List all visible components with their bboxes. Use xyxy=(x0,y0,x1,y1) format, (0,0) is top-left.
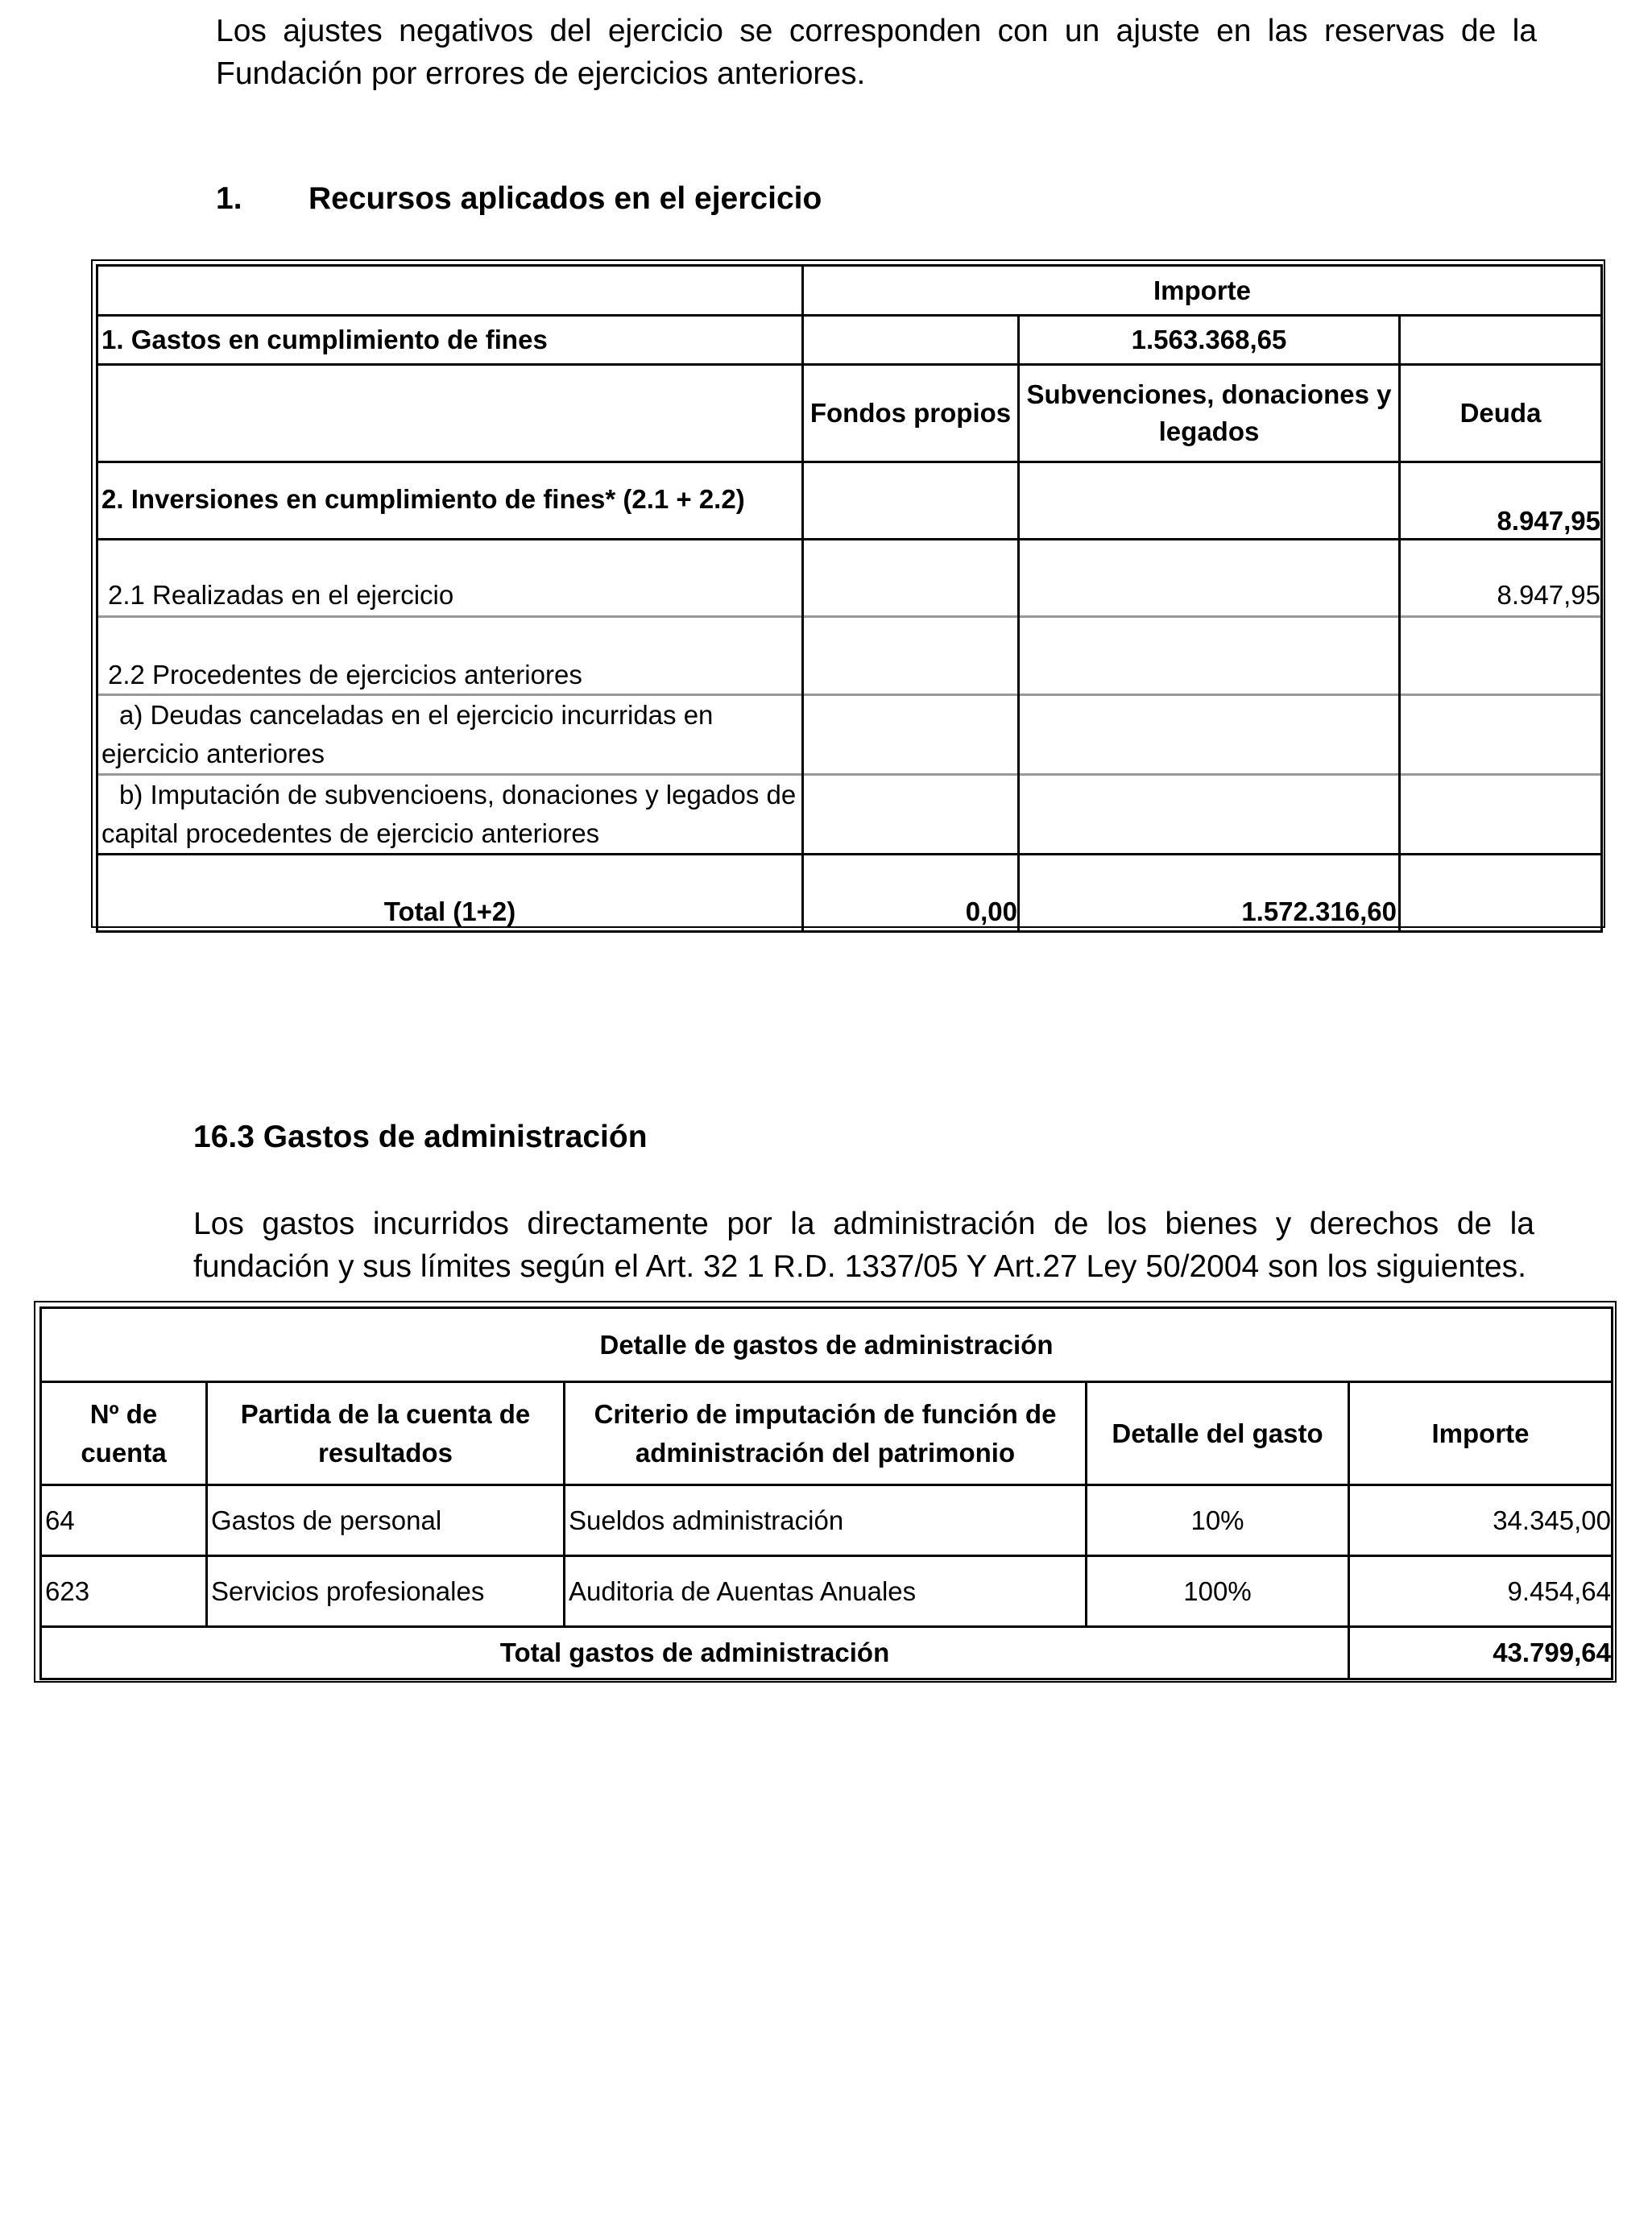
row-detalle: 100% xyxy=(1087,1556,1349,1627)
importe-header: Importe xyxy=(803,266,1602,316)
gastos-administracion-table xyxy=(39,1306,1613,1680)
total-admin-value: 43.799,64 xyxy=(1349,1627,1613,1679)
inversiones-deuda: 8.947,95 xyxy=(1400,462,1602,540)
procedentes-label: 2.2 Procedentes de ejercicios anteriores xyxy=(97,617,803,695)
blank-cell xyxy=(97,365,803,462)
deudas-canceladas-label: a) Deudas canceladas en el ejercicio incurridas en ejercicio anteriores xyxy=(97,695,803,775)
header-cuenta: Nº de cuenta xyxy=(41,1382,207,1485)
blank-cell xyxy=(803,462,1019,540)
blank-cell xyxy=(1400,695,1602,775)
section-16-3-paragraph: Los gastos incurridos directamente por la administración de los bienes y derechos de la fundación y sus límites según el Art. 32 1 R.D. 1337/05 Y Art.27 Ley 50/2004 son los siguientes. xyxy=(193,1207,1534,1284)
header-partida: Partida de la cuenta de resultados xyxy=(207,1382,565,1485)
blank-cell xyxy=(1019,695,1400,775)
blank-cell xyxy=(1400,316,1602,365)
header-importe: Importe xyxy=(1349,1382,1613,1485)
total-admin-label: Total gastos de administración xyxy=(41,1627,1349,1679)
header-detalle: Detalle del gasto xyxy=(1087,1382,1349,1485)
subvenciones-header: Subvenciones, donaciones y legados xyxy=(1019,365,1400,462)
blank-cell xyxy=(1400,775,1602,855)
gastos-value: 1.563.368,65 xyxy=(1019,316,1400,365)
intro-paragraph: Los ajustes negativos del ejercicio se corresponden con un ajuste en las reservas de la Fundación por errores de ejercicios anteriores. xyxy=(216,14,1537,91)
blank-cell xyxy=(803,316,1019,365)
blank-cell xyxy=(803,775,1019,855)
inversiones-label: 2. Inversiones en cumplimiento de fines* (2.1 + 2.2) xyxy=(97,462,803,540)
table-row xyxy=(41,1556,1613,1627)
total-label: Total (1+2) xyxy=(97,855,803,932)
row-criterio: Auditoria de Auentas Anuales xyxy=(565,1556,1087,1627)
blank-cell xyxy=(803,695,1019,775)
section-1-heading xyxy=(216,181,822,217)
gastos-label: 1. Gastos en cumplimiento de fines xyxy=(97,316,803,365)
table-row xyxy=(41,1485,1613,1556)
recursos-table xyxy=(96,264,1603,933)
row-detalle: 10% xyxy=(1087,1485,1349,1556)
section-16-3-heading: 16.3 Gastos de administración xyxy=(193,1120,648,1154)
blank-cell xyxy=(1019,617,1400,695)
blank-cell xyxy=(97,266,803,316)
row-cuenta: 64 xyxy=(41,1485,207,1556)
row-importe: 34.345,00 xyxy=(1349,1485,1613,1556)
imputacion-label: b) Imputación de subvencioens, donaciones y legados de capital procedentes de ejercicio anteriores xyxy=(97,775,803,855)
realizadas-label: 2.1 Realizadas en el ejercicio xyxy=(97,540,803,617)
section-1-title: Recursos aplicados en el ejercicio xyxy=(308,181,822,216)
blank-cell xyxy=(1019,775,1400,855)
realizadas-deuda: 8.947,95 xyxy=(1400,540,1602,617)
row-partida: Gastos de personal xyxy=(207,1485,565,1556)
header-criterio: Criterio de imputación de función de administración del patrimonio xyxy=(565,1382,1087,1485)
fondos-propios-header: Fondos propios xyxy=(803,365,1019,462)
section-1-number: 1. xyxy=(216,181,242,216)
blank-cell xyxy=(1400,617,1602,695)
total-fondos: 0,00 xyxy=(803,855,1019,932)
row-importe: 9.454,64 xyxy=(1349,1556,1613,1627)
total-subvenciones: 1.572.316,60 xyxy=(1019,855,1400,932)
deuda-header: Deuda xyxy=(1400,365,1602,462)
row-cuenta: 623 xyxy=(41,1556,207,1627)
blank-cell xyxy=(1019,462,1400,540)
blank-cell xyxy=(803,540,1019,617)
row-partida: Servicios profesionales xyxy=(207,1556,565,1627)
blank-cell xyxy=(803,617,1019,695)
blank-cell xyxy=(1400,855,1602,932)
table-2-title: Detalle de gastos de administración xyxy=(41,1308,1613,1382)
row-criterio: Sueldos administración xyxy=(565,1485,1087,1556)
blank-cell xyxy=(1019,540,1400,617)
